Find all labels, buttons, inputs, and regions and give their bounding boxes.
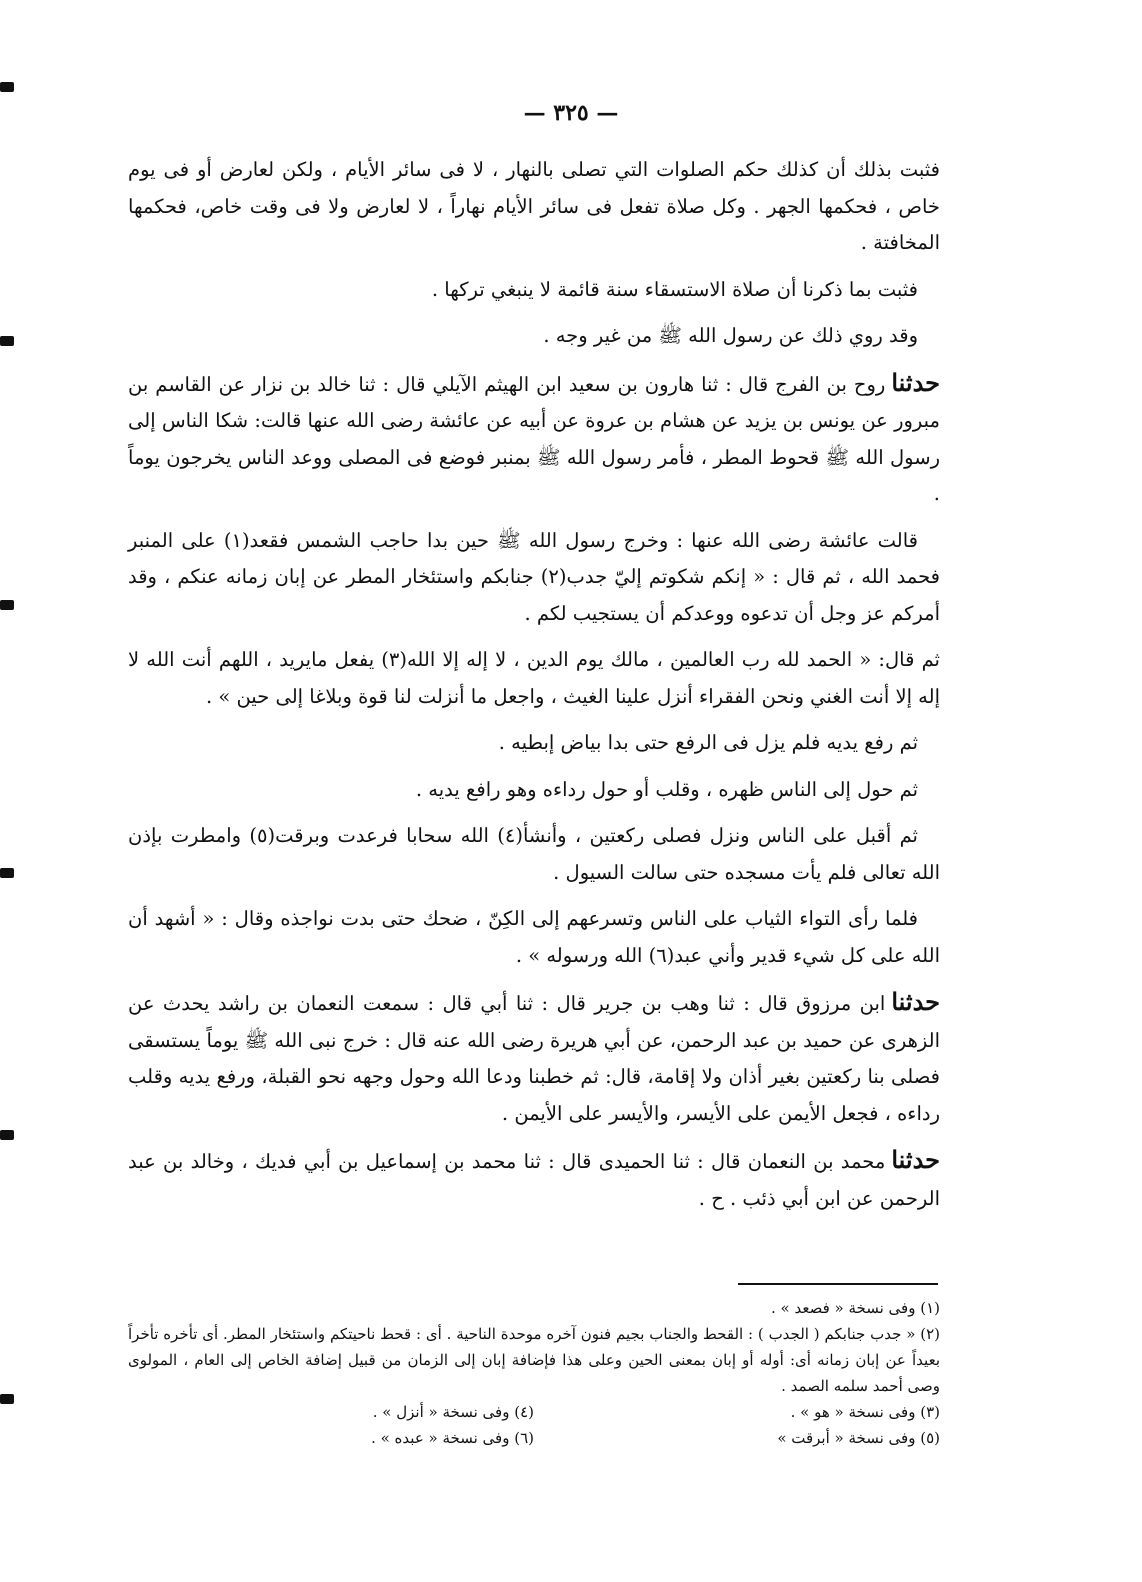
footnote-4: (٤) وفى نسخة « أنزل » . <box>372 1403 534 1421</box>
paragraph: قالت عائشة رضى الله عنها : وخرج رسول الله ﷺ حين بدا حاجب الشمس فقعد(١) على المنبر فحمد الله ، ثم قال : « إنكم شكوتم إليّ جدب(٢) جنابكم واستئخار المطر عن إبان زمانه عنكم ، وقد أمركم عز وجل أن تدعوه ووعدكم أن يستجيب لكم . <box>128 528 940 625</box>
main-text <box>128 152 940 1227</box>
footnote-divider <box>738 1283 938 1285</box>
footnote-5: (٥) وفى نسخة « أبرقت » <box>777 1429 940 1447</box>
binding-mark <box>0 336 14 346</box>
footnote-6: (٦) وفى نسخة « عبده » . <box>371 1429 534 1447</box>
footnote-1: (١) وفى نسخة « فصعد » . <box>771 1299 940 1317</box>
footnotes <box>128 1295 940 1451</box>
paragraph: فثبت بذلك أن كذلك حكم الصلوات التي تصلى بالنهار ، لا فى سائر الأيام ، ولكن لعارض أو فى يوم خاص ، فحكمها الجهر . وكل صلاة تفعل فى سائر الأيام نهاراً ، لا لعارض ولا فى وقت خاص، فحكمها المخافتة . <box>128 158 940 254</box>
hadith-paragraph: حدثناروح بن الفرج قال : ثنا هارون بن سعيد ابن الهيثم الآيلي قال : ثنا خالد بن نزار عن القاسم بن مبرور عن يونس بن يزيد عن هشام بن عروة عن أبيه عن عائشة رضى الله عنها قالت: شكا الناس إلى رسول الله ﷺ قحوط المطر ، فأمر رسول الله ﷺ بمنبر فوضع فى المصلى ووعد الناس يخرجون يوماً . <box>128 367 940 505</box>
paragraph: فلما رأى التواء الثياب على الناس وتسرعهم إلى الكِنّ ، ضحك حتى بدت نواجذه وقال : « أشهد أن الله على كل شيء قدير وأني عبد(٦) الله ورسوله » . <box>128 907 940 967</box>
page-number: — ٣٢٥ — <box>523 100 619 126</box>
hadith-paragraph: حدثنامحمد بن النعمان قال : ثنا الحميدى قال : ثنا محمد بن إسماعيل بن أبي فديك ، وخالد بن عبد الرحمن عن ابن أبي ذئب . ح . <box>128 1145 940 1210</box>
paragraph: ثم حول إلى الناس ظهره ، وقلب أو حول رداءه وهو رافع يديه . <box>415 777 918 801</box>
hadith-paragraph: حدثناابن مرزوق قال : ثنا وهب بن جرير قال : ثنا أبي قال : سمعت النعمان بن راشد يحدث عن الزهرى عن حميد بن عبد الرحمن، عن أبي هريرة رضى الله عنه قال : خرج نبى الله ﷺ يوماً يستسقى فصلى بنا ركعتين بغير أذان ولا إقامة، قال: ثم خطبنا ودعا الله وحول وجهه نحو القبلة، ورفع يديه وقلب رداءه ، فجعل الأيمن على الأيسر، والأيسر على الأيمن . <box>128 987 940 1125</box>
binding-mark <box>0 1130 14 1140</box>
footnote-3: (٣) وفى نسخة « هو » . <box>790 1403 940 1421</box>
paragraph: ثم أقبل على الناس ونزل فصلى ركعتين ، وأنشأ(٤) الله سحابا فرعدت وبرقت(٥) وامطرت بإذن الله تعالى فلم يأت مسجده حتى سالت السيول . <box>128 824 940 884</box>
footnote-2: (٢) « جدب جنابكم ( الجدب ) : القحط والجناب بجيم فنون آخره موحدة الناحية . أى : قحط ناحيتكم واستئخار المطر. أى تأخره تأخراً بعيداً عن إبان زمانه أى: أوله أو إبان بمعنى الحين وعلى هذا فإضافة إبان إلى الزمان من قبيل إضافة الخاص إلى العام ، المولوى وصى أحمد سلمه الصمد . <box>128 1325 940 1395</box>
hadith-lead-word: حدثنا <box>891 1145 940 1174</box>
binding-mark <box>0 82 14 92</box>
hadith-lead-word: حدثنا <box>891 987 940 1016</box>
paragraph: ثم رفع يديه فلم يزل فى الرفع حتى بدا بياض إبطيه . <box>498 731 918 754</box>
paragraph: ثم قال: « الحمد لله رب العالمين ، مالك يوم الدين ، لا إله إلا الله(٣) يفعل مايريد ، اللهم أنت الله لا إله إلا أنت الغني ونحن الفقراء أنزل علينا الغيث ، واجعل ما أنزلت لنا قوة وبلاغا إلى حين » . <box>128 648 940 708</box>
paragraph: وقد روي ذلك عن رسول الله ﷺ من غير وجه . <box>543 324 918 347</box>
paragraph: فثبت بما ذكرنا أن صلاة الاستسقاء سنة قائمة لا ينبغي تركها . <box>431 277 918 301</box>
binding-mark <box>0 1394 14 1404</box>
hadith-lead-word: حدثنا <box>891 367 940 397</box>
binding-mark <box>0 600 14 610</box>
binding-mark <box>0 868 14 878</box>
